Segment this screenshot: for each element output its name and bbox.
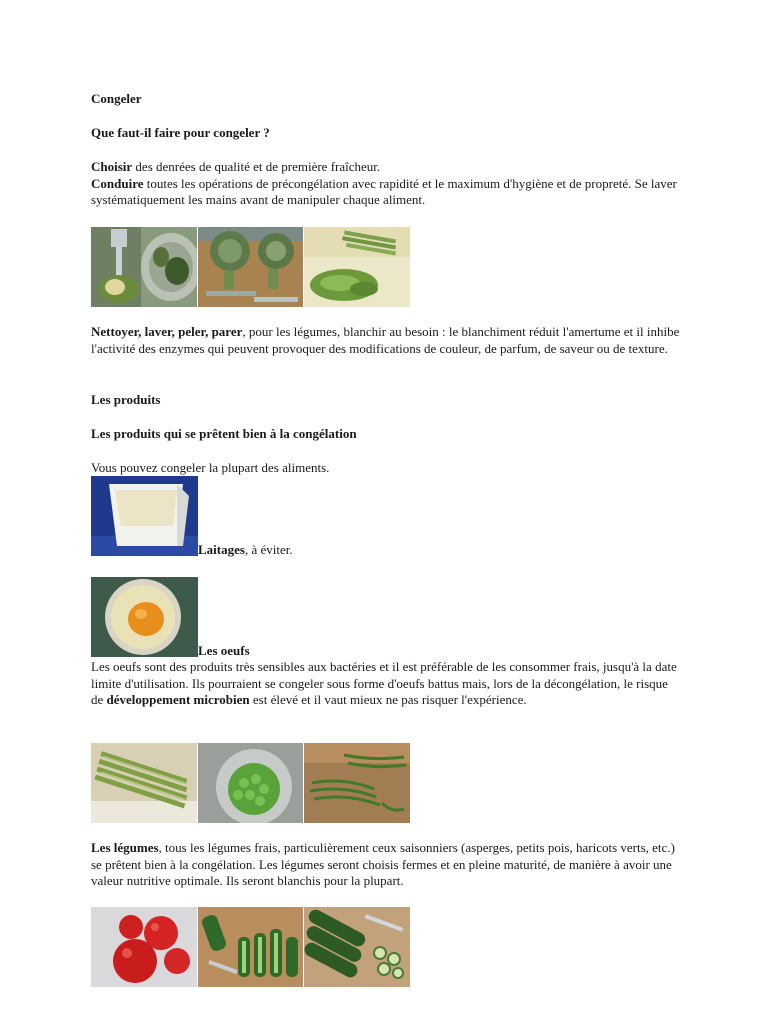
eggs-text-b: est élevé et il vaut mieux ne pas risquer l'expérience. — [249, 692, 527, 707]
dairy-text: , à éviter. — [244, 542, 293, 557]
washing-artichoke-photo — [91, 227, 197, 307]
lead-text: toutes les opérations de précongélation avec rapidité et le maximum d'hygiène et de propreté. Se laver systématiquement les mains avant de manipuler chaque aliment. — [91, 175, 677, 207]
eggs-text-a: Les oeufs sont des produits très sensibles aux bactéries et il est préférable de les consommer frais, jusqu'à la date limite d'utilisation. Ils pourraient se congeler sous forme d'oeufs battus mais, lors de la décongélation, le risque de — [91, 659, 677, 707]
asparagus-photo — [304, 227, 410, 307]
prep-keyword: Nettoyer, laver, peler, parer — [91, 324, 243, 339]
products-intro: Vous pouvez congeler la plupart des aliments. — [91, 460, 330, 475]
prep-text: , pour les légumes, blanchir au besoin : le blanchiment réduit l'amertume et il inhibe l'activité des enzymes qui peuvent provoquer des modifications de couleur, de parfum, de saveur ou de texture. — [91, 324, 680, 356]
vegetables-keyword: Les légumes — [91, 840, 159, 855]
eggs-keyword: développement microbien — [106, 692, 250, 707]
intro-paragraph — [91, 159, 681, 209]
artichokes-photo — [198, 227, 304, 307]
yogurt-photo — [91, 476, 198, 556]
egg-photo — [91, 577, 198, 657]
eggs-paragraph — [91, 659, 681, 709]
tomatoes-photo — [91, 907, 197, 987]
green-peas-photo — [198, 743, 304, 823]
vegetables-photo-strip — [91, 743, 411, 823]
zucchini-photo — [304, 907, 410, 987]
choose-keyword: Choisir — [91, 159, 133, 174]
cucumbers-photo — [198, 907, 304, 987]
page-title: Congeler — [91, 91, 142, 106]
dairy-caption — [198, 542, 293, 559]
prep-paragraph — [91, 324, 681, 357]
vegetables-text: , tous les légumes frais, particulièrement ceux saisonniers (asperges, petits pois, haricots verts, etc.) se prêtent bien à la congélation. Les légumes seront choisis fermes et en pleine maturité, de manière à avoir une valeur nutritive optimale. Ils seront blanchis pour la plupart. — [91, 840, 675, 888]
vegetables-paragraph — [91, 840, 681, 890]
tomato-cucumber-photo-strip — [91, 907, 411, 987]
prep-photo-strip — [91, 227, 411, 307]
green-beans-photo — [304, 743, 410, 823]
eggs-label: Les oeufs — [198, 643, 250, 658]
products-heading: Les produits — [91, 392, 161, 407]
question-heading: Que faut-il faire pour congeler ? — [91, 125, 270, 140]
lead-keyword: Conduire — [91, 175, 144, 191]
choose-text: des denrées de qualité et de première fraîcheur. — [132, 159, 381, 174]
products-subheading: Les produits qui se prêtent bien à la congélation — [91, 426, 357, 441]
asparagus-bunch-photo — [91, 743, 197, 823]
dairy-keyword: Laitages — [198, 542, 245, 557]
